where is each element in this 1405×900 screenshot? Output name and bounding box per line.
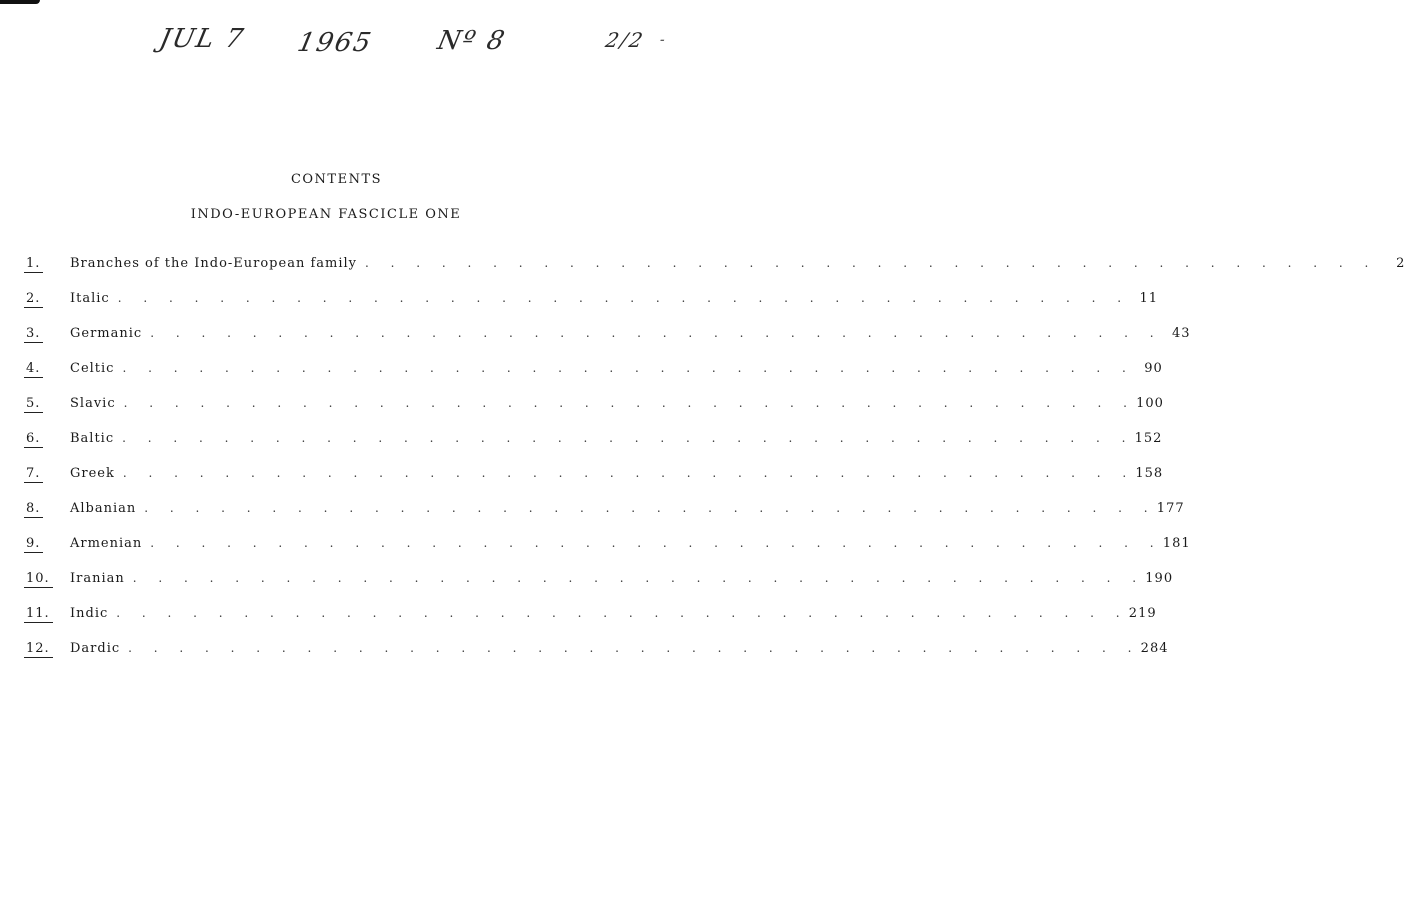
toc-entry-number-cell <box>24 396 64 413</box>
toc-entry-leader: . . . . . . . . . . . . . . . . . . . . . . . . . . . . . . . . . . . . . . . . <box>116 606 1129 620</box>
toc-entry-title: Armenian <box>64 536 142 551</box>
handwritten-date: JUL 7 <box>156 24 248 54</box>
page-title: CONTENTS <box>290 172 383 187</box>
toc-entry-page: 100 <box>1136 396 1164 411</box>
toc-entry-page: 177 <box>1156 501 1185 516</box>
toc-entry-page: 219 <box>1128 606 1157 621</box>
toc-entry-number: 6. <box>24 431 43 448</box>
toc-entry <box>24 396 1164 431</box>
toc-entry-number-cell <box>24 326 64 343</box>
toc-entry-title: Indic <box>64 606 108 621</box>
handwritten-year: 1965 <box>294 28 376 58</box>
toc-entry <box>24 431 1163 466</box>
toc-entry-number-cell <box>24 256 64 273</box>
toc-entry-number: 9. <box>24 536 43 553</box>
toc-entry-number: 12. <box>24 641 53 658</box>
toc-entry-leader: . . . . . . . . . . . . . . . . . . . . . . . . . . . . . . . . . . . . . . . . <box>122 431 1135 445</box>
toc-entry-title: Greek <box>64 466 115 481</box>
toc-entry <box>24 466 1164 501</box>
toc-entry-number-cell <box>24 361 64 378</box>
toc-entry-leader: . . . . . . . . . . . . . . . . . . . . . . . . . . . . . . . . . . . . . . . . <box>132 571 1146 585</box>
table-of-contents <box>24 256 1405 676</box>
toc-entry-number-cell <box>24 606 64 623</box>
page-subtitle: INDO-EUROPEAN FASCICLE ONE <box>190 207 462 222</box>
toc-entry-number-cell <box>24 536 64 553</box>
toc-entry-number: 8. <box>24 501 43 518</box>
toc-entry-number-cell <box>24 466 64 483</box>
toc-entry-number: 7. <box>24 466 43 483</box>
toc-entry-number: 10. <box>24 571 53 588</box>
toc-entry-number: 5. <box>24 396 43 413</box>
toc-entry-page: 90 <box>1144 361 1163 376</box>
toc-entry-number-cell <box>24 431 64 448</box>
toc-entry-page: 152 <box>1134 431 1163 446</box>
toc-entry-number-cell <box>24 641 64 658</box>
toc-entry <box>24 326 1191 361</box>
toc-entry-page: 2 <box>1396 256 1405 271</box>
toc-entry-number: 4. <box>24 361 43 378</box>
toc-entry <box>24 501 1185 536</box>
toc-entry <box>24 256 1405 291</box>
handwritten-fraction: 2/2 <box>603 28 647 52</box>
toc-entry-page: 11 <box>1139 291 1159 306</box>
toc-entry-number: 3. <box>24 326 43 343</box>
toc-entry-title: Slavic <box>64 396 116 411</box>
toc-entry-title: Germanic <box>64 326 142 341</box>
toc-entry-leader: . . . . . . . . . . . . . . . . . . . . . . . . . . . . . . . . . . . . . . . . <box>122 466 1136 480</box>
toc-entry-leader: . . . . . . . . . . . . . . . . . . . . . . . . . . . . . . . . . . . . . . . . <box>150 326 1163 340</box>
toc-entry <box>24 641 1169 676</box>
toc-entry-title: Branches of the Indo-European family <box>64 256 357 271</box>
toc-entry-title: Italic <box>64 291 110 306</box>
toc-entry-number: 1. <box>24 256 43 273</box>
toc-entry <box>24 606 1157 641</box>
toc-entry-page: 43 <box>1171 326 1191 341</box>
toc-entry-leader: . . . . . . . . . . . . . . . . . . . . . . . . . . . . . . . . . . . . . . . . <box>128 641 1141 655</box>
toc-entry-number: 11. <box>24 606 53 623</box>
toc-entry-number: 2. <box>24 291 43 308</box>
handwritten-number: Nº 8 <box>434 26 509 56</box>
toc-entry-leader: . . . . . . . . . . . . . . . . . . . . . . . . . . . . . . . . . . . . . . . . <box>122 361 1135 375</box>
toc-entry-page: 158 <box>1135 466 1164 481</box>
toc-entry-number-cell <box>24 571 64 588</box>
toc-entry-title: Celtic <box>64 361 114 376</box>
toc-entry-leader: . . . . . . . . . . . . . . . . . . . . . . . . . . . . . . . . . . . . . . . . <box>117 291 1131 305</box>
toc-entry-title: Iranian <box>64 571 125 586</box>
toc-entry-leader: . . . . . . . . . . . . . . . . . . . . . . . . . . . . . . . . . . . . . . . . <box>144 501 1157 515</box>
toc-entry-number-cell <box>24 291 64 308</box>
toc-entry-leader: . . . . . . . . . . . . . . . . . . . . . . . . . . . . . . . . . . . . . . . . <box>123 396 1136 410</box>
toc-entry-page: 284 <box>1140 641 1169 656</box>
toc-entry-number-cell <box>24 501 64 518</box>
toc-entry-page: 190 <box>1145 571 1174 586</box>
toc-entry <box>24 361 1163 396</box>
toc-entry <box>24 291 1159 326</box>
toc-entry-leader: . . . . . . . . . . . . . . . . . . . . . . . . . . . . . . . . . . . . . . . . <box>365 256 1378 270</box>
toc-entry-title: Albanian <box>64 501 136 516</box>
handwritten-annotation <box>0 18 673 78</box>
toc-entry-title: Baltic <box>64 431 114 446</box>
toc-entry-title: Dardic <box>64 641 120 656</box>
toc-entry <box>24 571 1174 606</box>
scan-corner-mark <box>0 0 40 4</box>
toc-entry <box>24 536 1191 571</box>
handwritten-dash: - <box>658 32 669 48</box>
toc-entry-leader: . . . . . . . . . . . . . . . . . . . . . . . . . . . . . . . . . . . . . . . . <box>150 536 1163 550</box>
toc-entry-page: 181 <box>1162 536 1191 551</box>
